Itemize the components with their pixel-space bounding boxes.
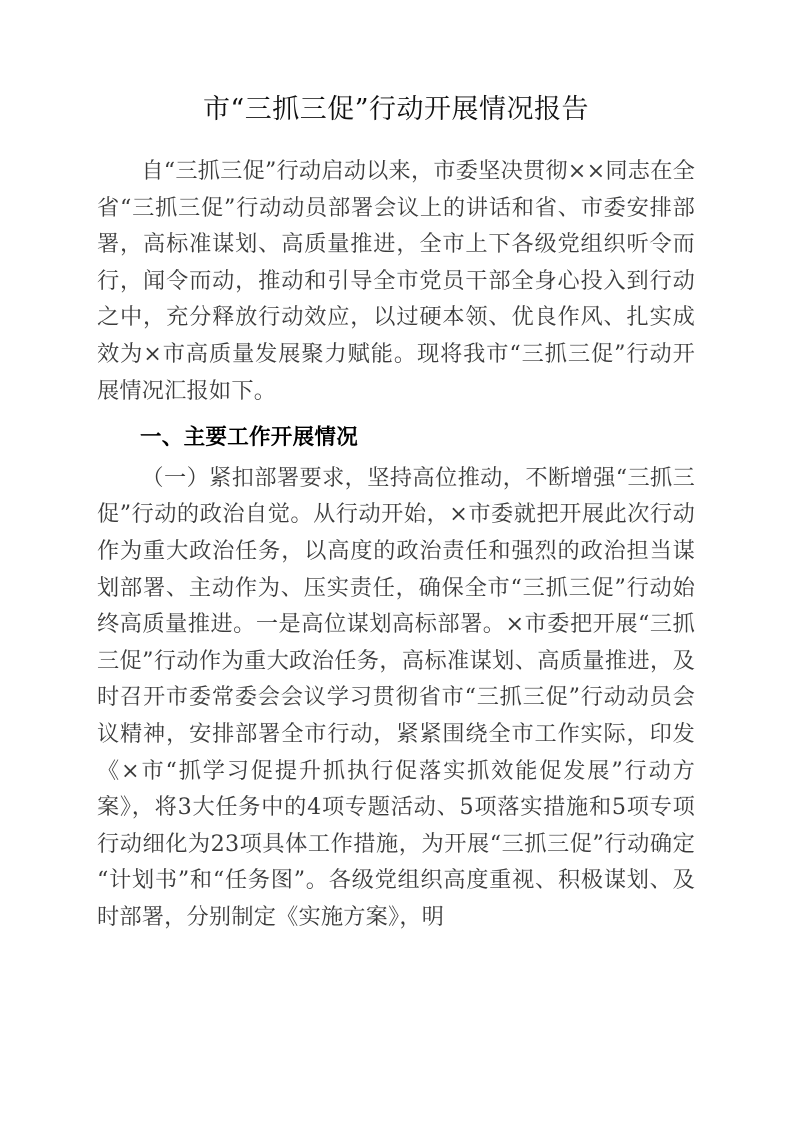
page-content-area [97, 0, 695, 935]
paragraph-intro: 自“三抓三促”行动启动以来，市委坚决贯彻××同志在全省“三抓三促”行动动员部署会议上的讲话和省、市委安排部署，高标准谋划、高质量推进，全市上下各级党组织听令而行，闻令而动，推动和引导全市党员干部全身心投入到行动之中，充分释放行动效应，以过硬本领、优良作风、扎实成效为×市高质量发展聚力赋能。现将我市“三抓三促”行动开展情况汇报如下。 [97, 158, 695, 404]
heading-section-one: 一、主要工作开展情况 [140, 425, 359, 450]
document-title: 市“三抓三促”行动开展情况报告 [202, 94, 590, 125]
paragraph-subsection-one: （一）紧扣部署要求，坚持高位推动，不断增强“三抓三促”行动的政治自觉。从行动开始，×市委就把开展此次行动作为重大政治任务，以高度的政治责任和强烈的政治担当谋划部署、主动作为、压实责任，确保全市“三抓三促”行动始终高质量推进。一是高位谋划高标部署。×市委把开展“三抓三促”行动作为重大政治任务，高标准谋划、高质量推进，及时召开市委常委会会议学习贯彻省市“三抓三促”行动动员会议精神，安排部署全市行动，紧紧围绕全市工作实际，印发《×市“抓学习促提升抓执行促落实抓效能促发展”行动方案》，将3大任务中的4项专题活动、5项落实措施和5项专项行动细化为23项具体工作措施，为开展“三抓三促”行动确定“计划书”和“任务图”。各级党组织高度重视、积极谋划、及时部署，分别制定《实施方案》，明 [97, 464, 695, 930]
